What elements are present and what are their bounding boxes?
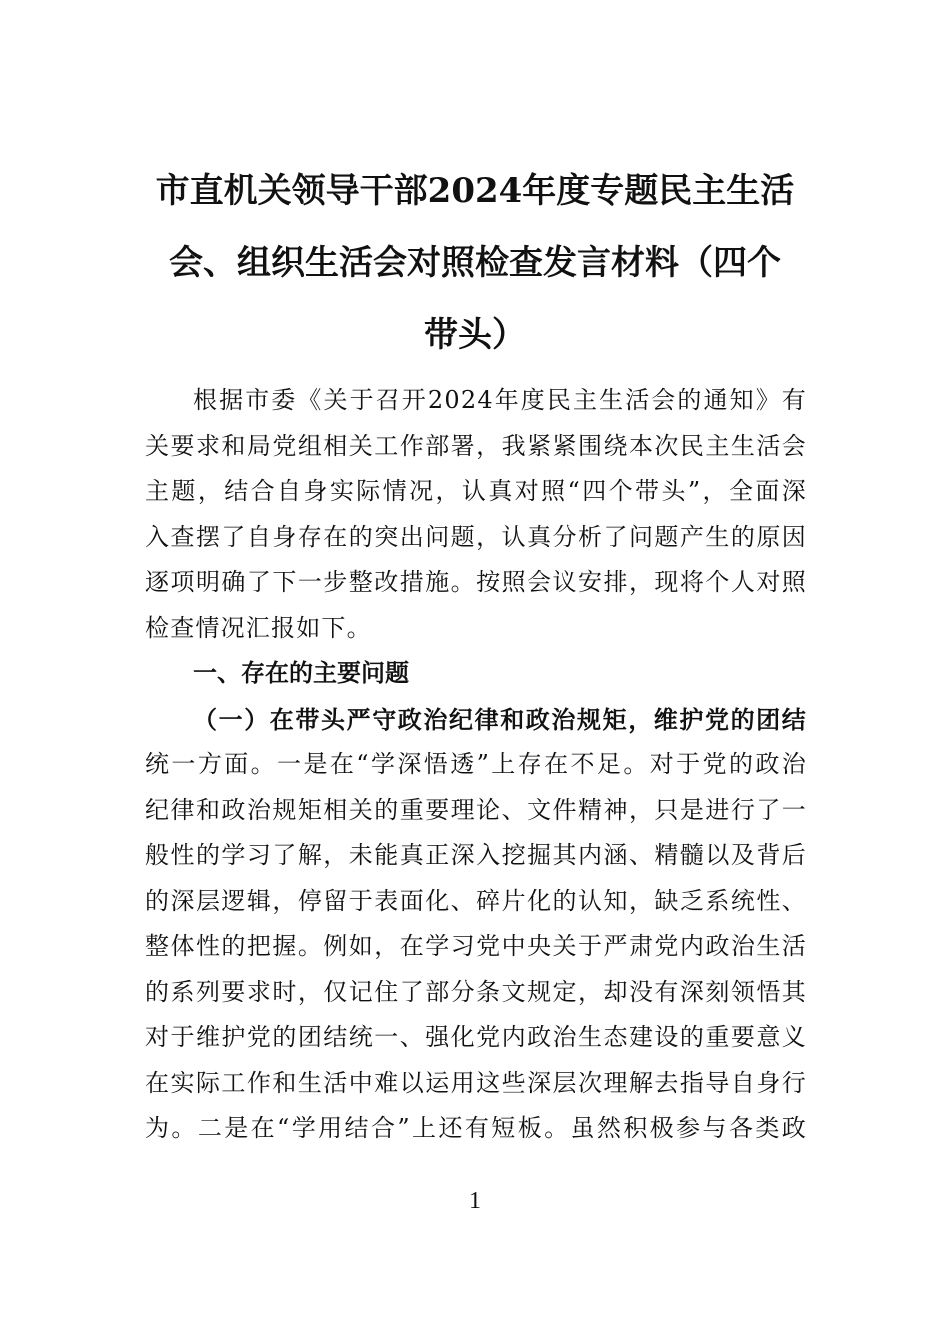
section-paragraph-line: 为。二是在“学用结合”上还有短板。虽然积极参与各类政: [145, 1114, 807, 1142]
title-line-1: 市直机关领导干部2024年度专题民主生活: [155, 171, 795, 211]
document-title: [145, 155, 805, 371]
title-line-3: 带头）: [424, 315, 526, 355]
document-body: [145, 378, 807, 1152]
section-paragraph-line: 对于维护党的团结统一、强化党内政治生态建设的重要意义: [145, 1023, 807, 1051]
section-heading: 一、存在的主要问题: [193, 659, 409, 687]
section-paragraph-line: 在实际工作和生活中难以运用这些深层次理解去指导自身行: [145, 1068, 807, 1097]
intro-line: 主题，结合自身实际情况，认真对照“四个带头”，全面深: [145, 477, 807, 505]
section-paragraph-line: 纪律和政治规矩相关的重要理论、文件精神，只是进行了一: [145, 795, 807, 824]
section-paragraph-line: 的深层逻辑，停留于表面化、碎片化的认知，缺乏系统性、: [145, 886, 807, 915]
section-paragraph-line: 般性的学习了解，未能真正深入挖掘其内涵、精髓以及背后: [145, 841, 807, 869]
section-paragraph-line: 统一方面。一是在“学深悟透”上存在不足。对于党的政治: [145, 750, 807, 778]
section-paragraph-line: 整体性的把握。例如，在学习党中央关于严肃党内政治生活: [145, 932, 807, 960]
intro-line: 关要求和局党组相关工作部署，我紧紧围绕本次民主生活会: [145, 431, 807, 460]
title-line-2: 会、组织生活会对照检查发言材料（四个: [169, 243, 781, 283]
section-paragraph-line: （一）在带头严守政治纪律和政治规矩，维护党的团结: [193, 704, 807, 734]
intro-line: 逐项明确了下一步整改措施。按照会议安排，现将个人对照: [145, 568, 807, 596]
page-number: 1: [469, 1188, 481, 1214]
section-paragraph-line: 的系列要求时，仅记住了部分条文规定，却没有深刻领悟其: [145, 977, 807, 1006]
intro-line: 入查摆了自身存在的突出问题，认真分析了问题产生的原因: [145, 522, 807, 551]
intro-line: 检查情况汇报如下。: [145, 613, 372, 642]
intro-line: 根据市委《关于召开2024年度民主生活会的通知》有: [193, 386, 807, 414]
